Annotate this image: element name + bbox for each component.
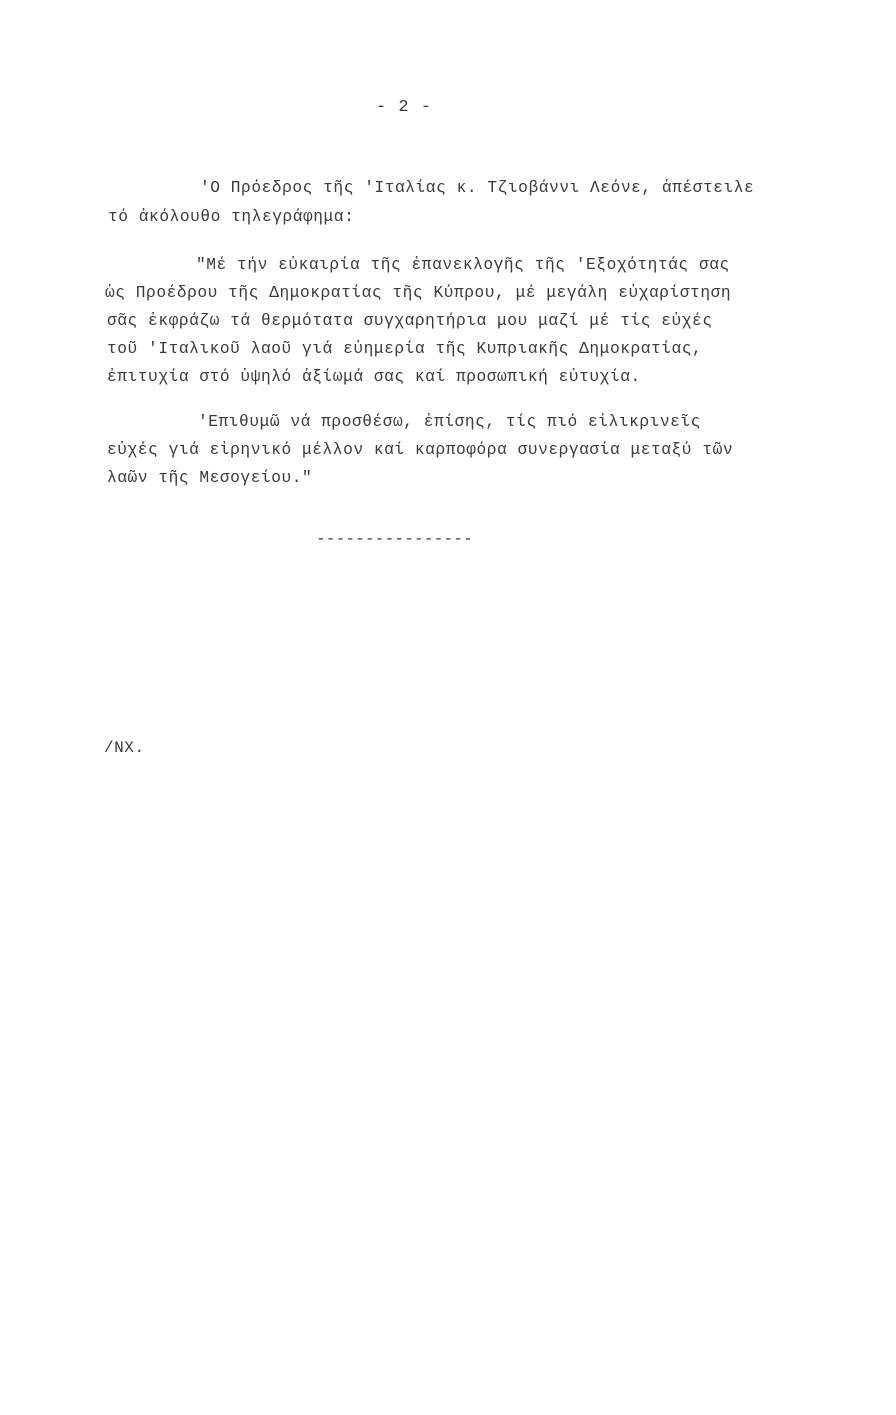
page-number: - 2 - (376, 98, 433, 117)
telegram-line: σᾶς ἐκφράζω τά θερμότατα συγχαρητήρια μου μαζί μέ τίς εὐχές (107, 312, 713, 330)
telegram-line: λαῶν τῆς Μεσογείου." (107, 469, 313, 487)
intro-line: τό ἀκόλουθο τηλεγράφημα: (108, 208, 355, 226)
telegram-line: τοῦ 'Ιταλικοῦ λαοῦ γιά εὐημερία τῆς Κυπριακῆς Δημοκρατίας, (107, 340, 703, 358)
telegram-line: "Μέ τήν εὐκαιρία τῆς ἐπανεκλογῆς τῆς 'Εξοχότητάς σας (196, 256, 730, 274)
separator-line: ---------------- (316, 530, 473, 548)
reference-initials: /NX. (104, 739, 145, 757)
intro-line: 'Ο Πρόεδρος τῆς 'Ιταλίας κ. Τζιοβάννι Λεόνε, ἀπέστειλε (200, 179, 755, 197)
telegram-line: ἐπιτυχία στό ὑψηλό ἀξίωμά σας καί προσωπική εὐτυχία. (107, 368, 641, 386)
telegram-line: 'Επιθυμῶ νά προσθέσω, ἐπίσης, τίς πιό εἰλικρινεῖς (198, 413, 701, 431)
telegram-line: ὡς Προέδρου τῆς Δημοκρατίας τῆς Κύπρου, μέ μεγάλη εὐχαρίστηση (105, 284, 732, 302)
telegram-line: εὐχές γιά εἰρηνικό μέλλον καί καρποφόρα συνεργασία μεταξύ τῶν (107, 441, 734, 459)
